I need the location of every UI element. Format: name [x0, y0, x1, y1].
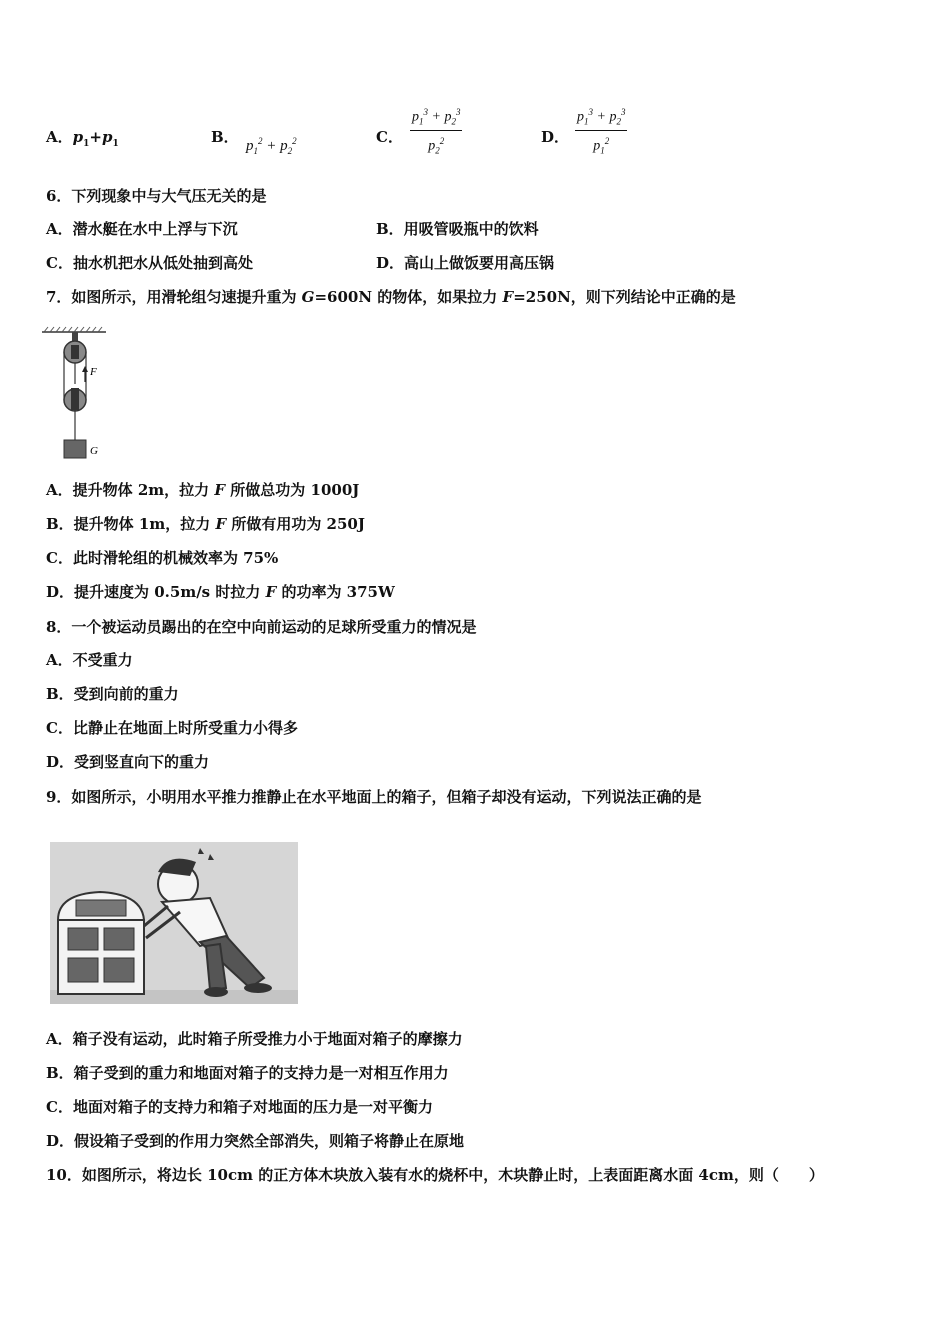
q7-stem-text: 7．如图所示，用滑轮组匀速提升重为	[46, 288, 302, 306]
g-symbol: G	[301, 288, 315, 306]
q6-option-b: B．用吸管吸瓶中的饮料	[376, 220, 539, 238]
option-letter: B．	[211, 128, 239, 146]
q8-option-d: D．受到竖直向下的重力	[46, 753, 210, 771]
q5-option-c-formula: $\frac{p_1^3 + p_2^3}{p_2^2}$	[410, 103, 462, 161]
option-text: 的功率为 375W	[276, 583, 395, 601]
option-text: 所做有用功为 250J	[226, 515, 365, 533]
pushing-box-illustration	[50, 842, 298, 1004]
person-shoe	[204, 987, 228, 997]
q5-option-d	[541, 127, 569, 147]
q5-option-c	[376, 127, 403, 147]
chest-panel	[104, 928, 134, 950]
option-text: 所做总功为 1000J	[225, 481, 360, 499]
person-shoe	[244, 983, 272, 993]
q8-option-c: C．比静止在地面上时所受重力小得多	[46, 719, 298, 737]
q6-option-d: D．高山上做饭要用高压锅	[376, 254, 555, 272]
q5-option-d-formula: $\frac{p_1^3 + p_2^3}{p_1^2}$	[575, 103, 627, 161]
option-text: A．提升物体 2m，拉力	[46, 481, 215, 499]
q7-stem-text: =250N，则下列结论中正确的是	[513, 288, 736, 306]
q6-stem: 6．下列现象中与大气压无关的是	[46, 187, 267, 205]
q7-option-d	[46, 582, 395, 602]
f-symbol: F	[214, 481, 226, 499]
q7-stem	[46, 287, 736, 307]
q6-option-a: A．潜水艇在水中上浮与下沉	[46, 220, 238, 238]
q7-option-b	[46, 514, 365, 534]
q9-option-b: B．箱子受到的重力和地面对箱子的支持力是一对相互作用力	[46, 1064, 449, 1082]
plus-sign: +	[89, 128, 102, 146]
q8-stem: 8．一个被运动员踢出的在空中向前运动的足球所受重力的情况是	[46, 618, 477, 636]
q9-option-d: D．假设箱子受到的作用力突然全部消失，则箱子将静止在原地	[46, 1132, 465, 1150]
q7-option-a	[46, 480, 359, 500]
q8-option-b: B．受到向前的重力	[46, 685, 179, 703]
f-symbol: F	[265, 583, 277, 601]
q9-option-a: A．箱子没有运动，此时箱子所受推力小于地面对箱子的摩擦力	[46, 1030, 463, 1048]
force-arrowhead	[82, 366, 88, 372]
force-label: F	[90, 366, 97, 378]
weight-block	[64, 440, 86, 458]
option-letter: C．	[376, 128, 403, 146]
q5-option-b-formula: $p_1^2 + p_2^2$	[246, 136, 297, 156]
chest-panel	[68, 958, 98, 982]
chest-lid-panel	[76, 900, 126, 916]
q7-option-c: C．此时滑轮组的机械效率为 75%	[46, 549, 279, 567]
q9-stem: 9．如图所示，小明用水平推力推静止在水平地面上的箱子，但箱子却没有运动，下列说法正确的是	[46, 788, 702, 806]
f-symbol: F	[215, 515, 227, 533]
subscript: 1	[112, 139, 119, 149]
q10-stem: 10．如图所示，将边长 10cm 的正方体木块放入装有水的烧杯中，木块静止时，上表面距离水面 4cm，则（ ）	[46, 1166, 824, 1184]
subscript: 1	[83, 139, 90, 149]
weight-label: G	[90, 445, 98, 457]
fixed-pulley-hub	[71, 345, 79, 359]
q7-stem-text: =600N 的物体，如果拉力	[314, 288, 503, 306]
q9-option-c: C．地面对箱子的支持力和箱子对地面的压力是一对平衡力	[46, 1098, 433, 1116]
pulley-system-figure	[40, 326, 120, 464]
chest-panel	[68, 928, 98, 950]
f-symbol: F	[502, 288, 514, 306]
option-letter: D．	[541, 128, 570, 146]
q5-option-b	[211, 127, 239, 147]
q8-option-a: A．不受重力	[46, 651, 133, 669]
option-text: B．提升物体 1m，拉力	[46, 515, 216, 533]
option-letter: A．	[46, 128, 73, 146]
chest-panel	[104, 958, 134, 982]
p-symbol: p	[101, 128, 113, 146]
option-text: D．提升速度为 0.5m/s 时拉力	[46, 583, 266, 601]
q5-option-a	[46, 127, 119, 154]
movable-pulley-hub	[71, 388, 79, 410]
p-symbol: p	[72, 128, 84, 146]
q6-option-c: C．抽水机把水从低处抽到高处	[46, 254, 253, 272]
